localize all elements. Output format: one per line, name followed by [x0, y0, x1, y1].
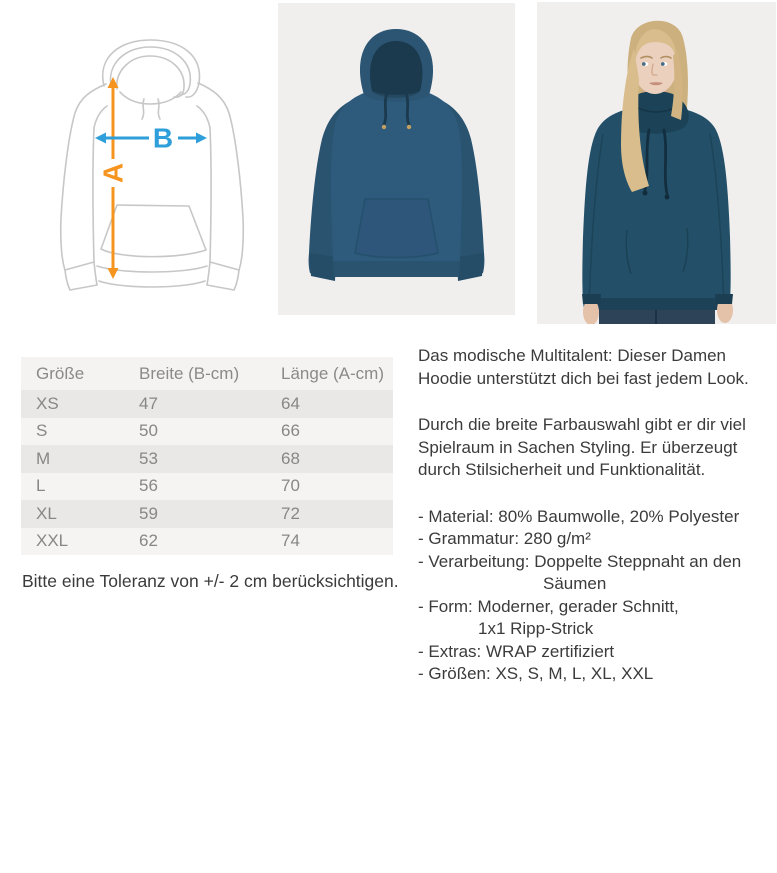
groesse-cell: L — [21, 473, 124, 501]
description-line: - Extras: WRAP zertifiziert — [418, 641, 615, 661]
size-table-row — [21, 528, 393, 556]
groesse-cell: S — [21, 418, 124, 446]
description-line: - Form: Moderner, gerader Schnitt, — [418, 596, 679, 616]
description-line: - Verarbeitung: Doppelte Steppnaht an den — [418, 551, 742, 571]
breite-cell: 56 — [124, 473, 266, 501]
groesse-cell: XL — [21, 500, 124, 528]
size-table-header-row — [21, 357, 393, 390]
label-b: B — [152, 122, 174, 154]
hoodie-measurement-diagram — [50, 33, 270, 313]
laenge-cell: 68 — [266, 445, 393, 473]
size-table-header-groesse: Größe — [21, 357, 124, 390]
description-line: - Material: 80% Baumwolle, 20% Polyester — [418, 506, 740, 526]
breite-cell: 59 — [124, 500, 266, 528]
description-line: 1x1 Ripp-Strick — [478, 619, 594, 638]
model-photo — [537, 2, 776, 324]
description-line: Durch die breite Farbauswahl gibt er dir viel — [418, 415, 746, 434]
size-table-row — [21, 390, 393, 418]
description-line: Spielraum in Sachen Styling. Er überzeugt — [418, 437, 738, 457]
description-paragraph — [418, 345, 777, 390]
description-paragraph — [418, 506, 777, 686]
description-paragraph — [418, 414, 777, 482]
laenge-cell: 74 — [266, 528, 393, 556]
product-photo-front — [278, 3, 515, 315]
description-line: - Grammatur: 280 g/m² — [418, 529, 591, 548]
size-table-row — [21, 418, 393, 446]
size-table-row — [21, 445, 393, 473]
tolerance-note: Bitte eine Toleranz von +/- 2 cm berücksichtigen. — [22, 571, 399, 591]
laenge-cell: 70 — [266, 473, 393, 501]
description-line: durch Stilsicherheit und Funktionalität. — [418, 460, 706, 479]
description-line: Hoodie unterstützt dich bei fast jedem Look. — [418, 368, 749, 388]
laenge-cell: 72 — [266, 500, 393, 528]
breite-cell: 62 — [124, 528, 266, 556]
hoodie-outline-drawing — [61, 40, 244, 290]
size-table-row — [21, 500, 393, 528]
size-diagram-image — [50, 33, 270, 313]
description-line: Säumen — [543, 574, 607, 593]
groesse-cell: XS — [21, 390, 124, 418]
laenge-cell: 64 — [266, 390, 393, 418]
laenge-cell: 66 — [266, 418, 393, 446]
groesse-cell: XXL — [21, 528, 124, 556]
product-description — [418, 345, 777, 710]
size-table — [21, 357, 393, 555]
model-wearing-hoodie-photo — [537, 2, 776, 324]
size-table-body — [21, 390, 393, 555]
size-table-header-laenge: Länge (A-cm) — [266, 357, 393, 390]
description-line: - Größen: XS, S, M, L, XL, XXL — [418, 664, 654, 683]
breite-cell: 47 — [124, 390, 266, 418]
breite-cell: 53 — [124, 445, 266, 473]
description-line: Das modische Multitalent: Dieser Damen — [418, 346, 727, 365]
navy-hoodie-photo — [278, 3, 515, 315]
label-a: A — [97, 162, 129, 184]
size-table-row — [21, 473, 393, 501]
size-table-header-breite: Breite (B-cm) — [124, 357, 266, 390]
groesse-cell: M — [21, 445, 124, 473]
breite-cell: 50 — [124, 418, 266, 446]
